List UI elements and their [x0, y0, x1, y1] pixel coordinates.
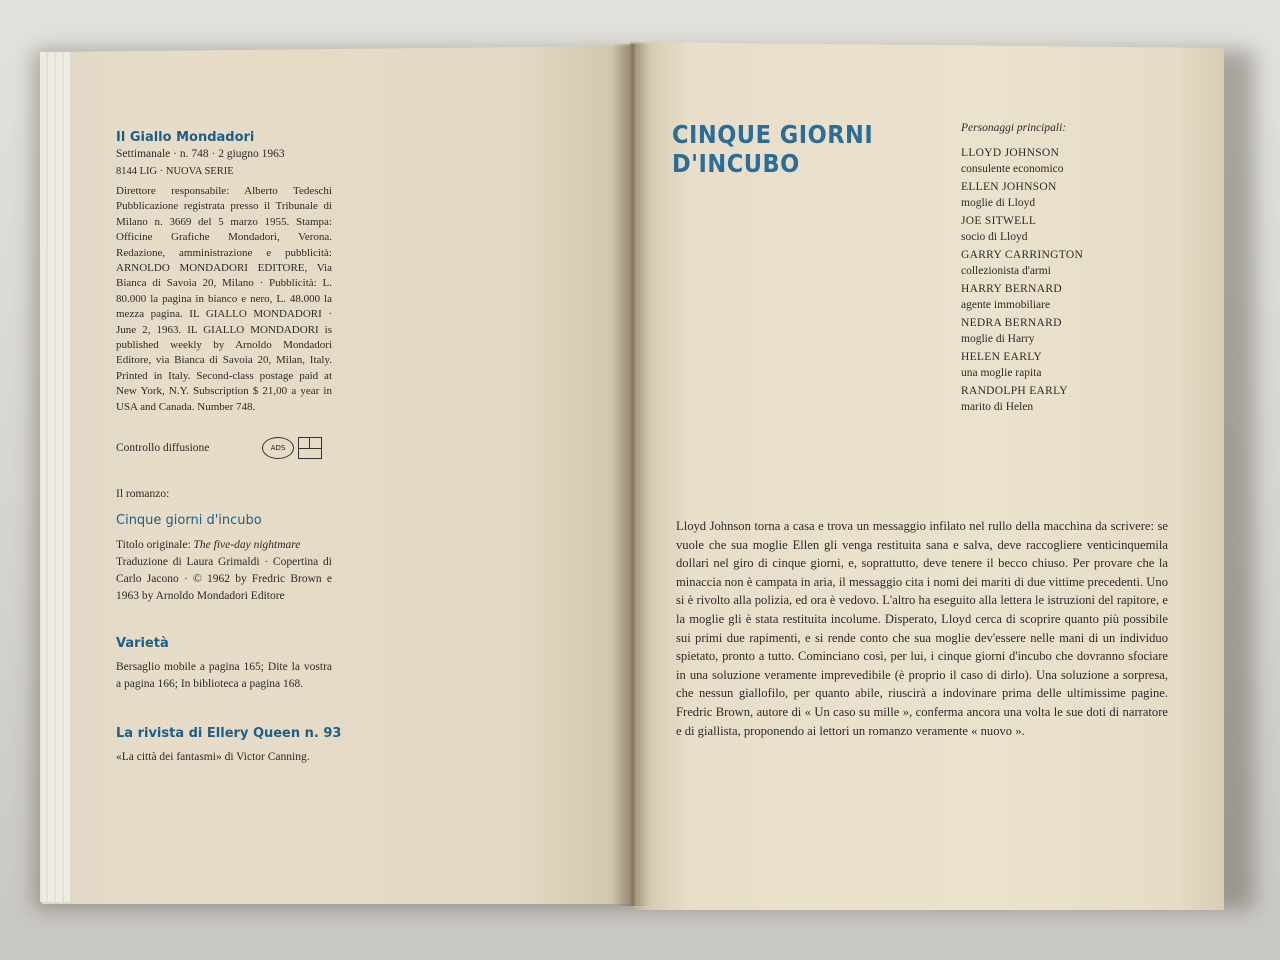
character-role: una moglie rapita [961, 366, 1042, 379]
character-role: moglie di Lloyd [961, 196, 1036, 209]
character-name: JOE SITWELL [961, 215, 1037, 227]
character-entry [961, 350, 1161, 381]
book-title [672, 120, 873, 178]
credits-text: Traduzione di Laura Grimaldi · Copertina di Carlo Jacono · © 1962 by Fredric Brown e 1963 by Arnoldo Mondadori Editore [116, 556, 332, 602]
colophon-text: Direttore responsabile: Alberto Tedeschi Pubblicazione registrata presso il Tribunale di Milano n. 3669 del 5 marzo 1955. Stampa: Officine Grafiche Mondadori, Verona. Redazione, amministrazione e pubblicità: ARNOLDO MONDADORI EDITORE, Via Bianca di Savoia 20, Milano · Pubblicità: L. 80.000 la pagina in bianco e nero, L. 48.000 la mezza pagina. IL GIALLO MONDADORI · June 2, 1963. IL GIALLO MONDADORI is published weekly by Arnoldo Mondadori Editore, via Bianca di Savoia 20, Milan, Italy. Printed in Italy. Second-class postage paid at New York, N.Y. Subscription $ 21,00 a year in USA and Canada. Number 748. [116, 185, 332, 413]
character-name: NEDRA BERNARD [961, 317, 1062, 329]
audit-box-icon [298, 437, 322, 459]
plot-summary: Lloyd Johnson torna a casa e trova un messaggio infilato nel rullo della macchina da scrivere: se vuole che sua moglie Ellen gli venga restituita sana e salva, deve raccogliere venticinquemila dollari nel giro di cinque giorni, e, soprattutto, deve tenere il becco chiuso. Per provare che la minaccia non è campata in aria, il messaggio cita i nomi dei mariti di due vittime precedenti. Uno si è rivolto alla polizia, ed ora è vedovo. L'altro ha eseguito alla lettera le istruzioni del rapitore, e la moglie gli è stata restituita incolume. Disperato, Lloyd cerca di scoprire quanto più possibile sui primi due rapimenti, e si rende conto che sua moglie dev'essere nelle mani di un individuo spietato, pronto a tutto. Cominciano così, per lui, i cinque giorni d'incubo che dovranno sfociare in una soluzione veramente imprevedibile (è proprio il caso di dirlo). Una soluzione a sorpresa, che nessun giallofilo, per quanto abile, riuscirà a indovinare prima delle ultimissime pagine. Fredric Brown, autore di « Un caso su mille », conferma ancora una volta le sue doti di narratore e di giallista, proponendo ai lettori un romanzo veramente « nuovo ». [676, 519, 1168, 738]
character-entry [961, 282, 1161, 313]
character-entry [961, 248, 1161, 279]
character-name: LLOYD JOHNSON [961, 147, 1060, 159]
issue-line: Settimanale · n. 748 · 2 giugno 1963 [116, 148, 285, 160]
character-name: ELLEN JOHNSON [961, 181, 1057, 193]
novel-title: Cinque giorni d'incubo [116, 513, 262, 528]
character-entry [961, 146, 1161, 177]
book-gutter [612, 44, 652, 906]
original-title-prefix: Titolo originale: [116, 539, 194, 551]
character-role: moglie di Harry [961, 332, 1035, 345]
romanzo-label: Il romanzo: [116, 488, 170, 500]
varieta-heading: Varietà [116, 636, 169, 651]
character-entry [961, 384, 1161, 415]
original-title-line [116, 537, 332, 554]
varieta-text: Bersaglio mobile a pagina 165; Dite la vostra a pagina 166; In biblioteca a pagina 168. [116, 661, 332, 690]
character-name: GARRY CARRINGTON [961, 249, 1084, 261]
page-edge-strips [40, 52, 70, 902]
character-role: agente immobiliare [961, 298, 1051, 311]
controllo-diffusione-label: Controllo diffusione [116, 442, 210, 454]
lig-line: 8144 LIG · NUOVA SERIE [116, 166, 234, 177]
character-role: collezionista d'armi [961, 264, 1051, 277]
character-entry [961, 316, 1161, 347]
rivista-heading: La rivista di Ellery Queen n. 93 [116, 726, 342, 741]
characters-heading: Personaggi principali: [961, 122, 1067, 134]
ads-seal-icon: ADS [262, 437, 294, 459]
character-name: RANDOLPH EARLY [961, 385, 1068, 397]
rivista-text: «La città dei fantasmi» di Victor Canning. [116, 751, 310, 763]
character-role: socio di Lloyd [961, 230, 1028, 243]
character-name: HELEN EARLY [961, 351, 1043, 363]
character-entry [961, 214, 1161, 245]
book-title-line-2: D'INCUBO [672, 149, 800, 178]
original-title: The five-day nightmare [193, 539, 301, 551]
character-role: marito di Helen [961, 400, 1034, 413]
character-name: HARRY BERNARD [961, 283, 1062, 295]
character-entry [961, 180, 1161, 211]
characters-list [961, 146, 1161, 418]
certification-marks [262, 437, 322, 459]
character-role: consulente economico [961, 162, 1064, 175]
book-title-line-1: CINQUE GIORNI [672, 120, 874, 149]
masthead-title: Il Giallo Mondadori [116, 130, 255, 145]
